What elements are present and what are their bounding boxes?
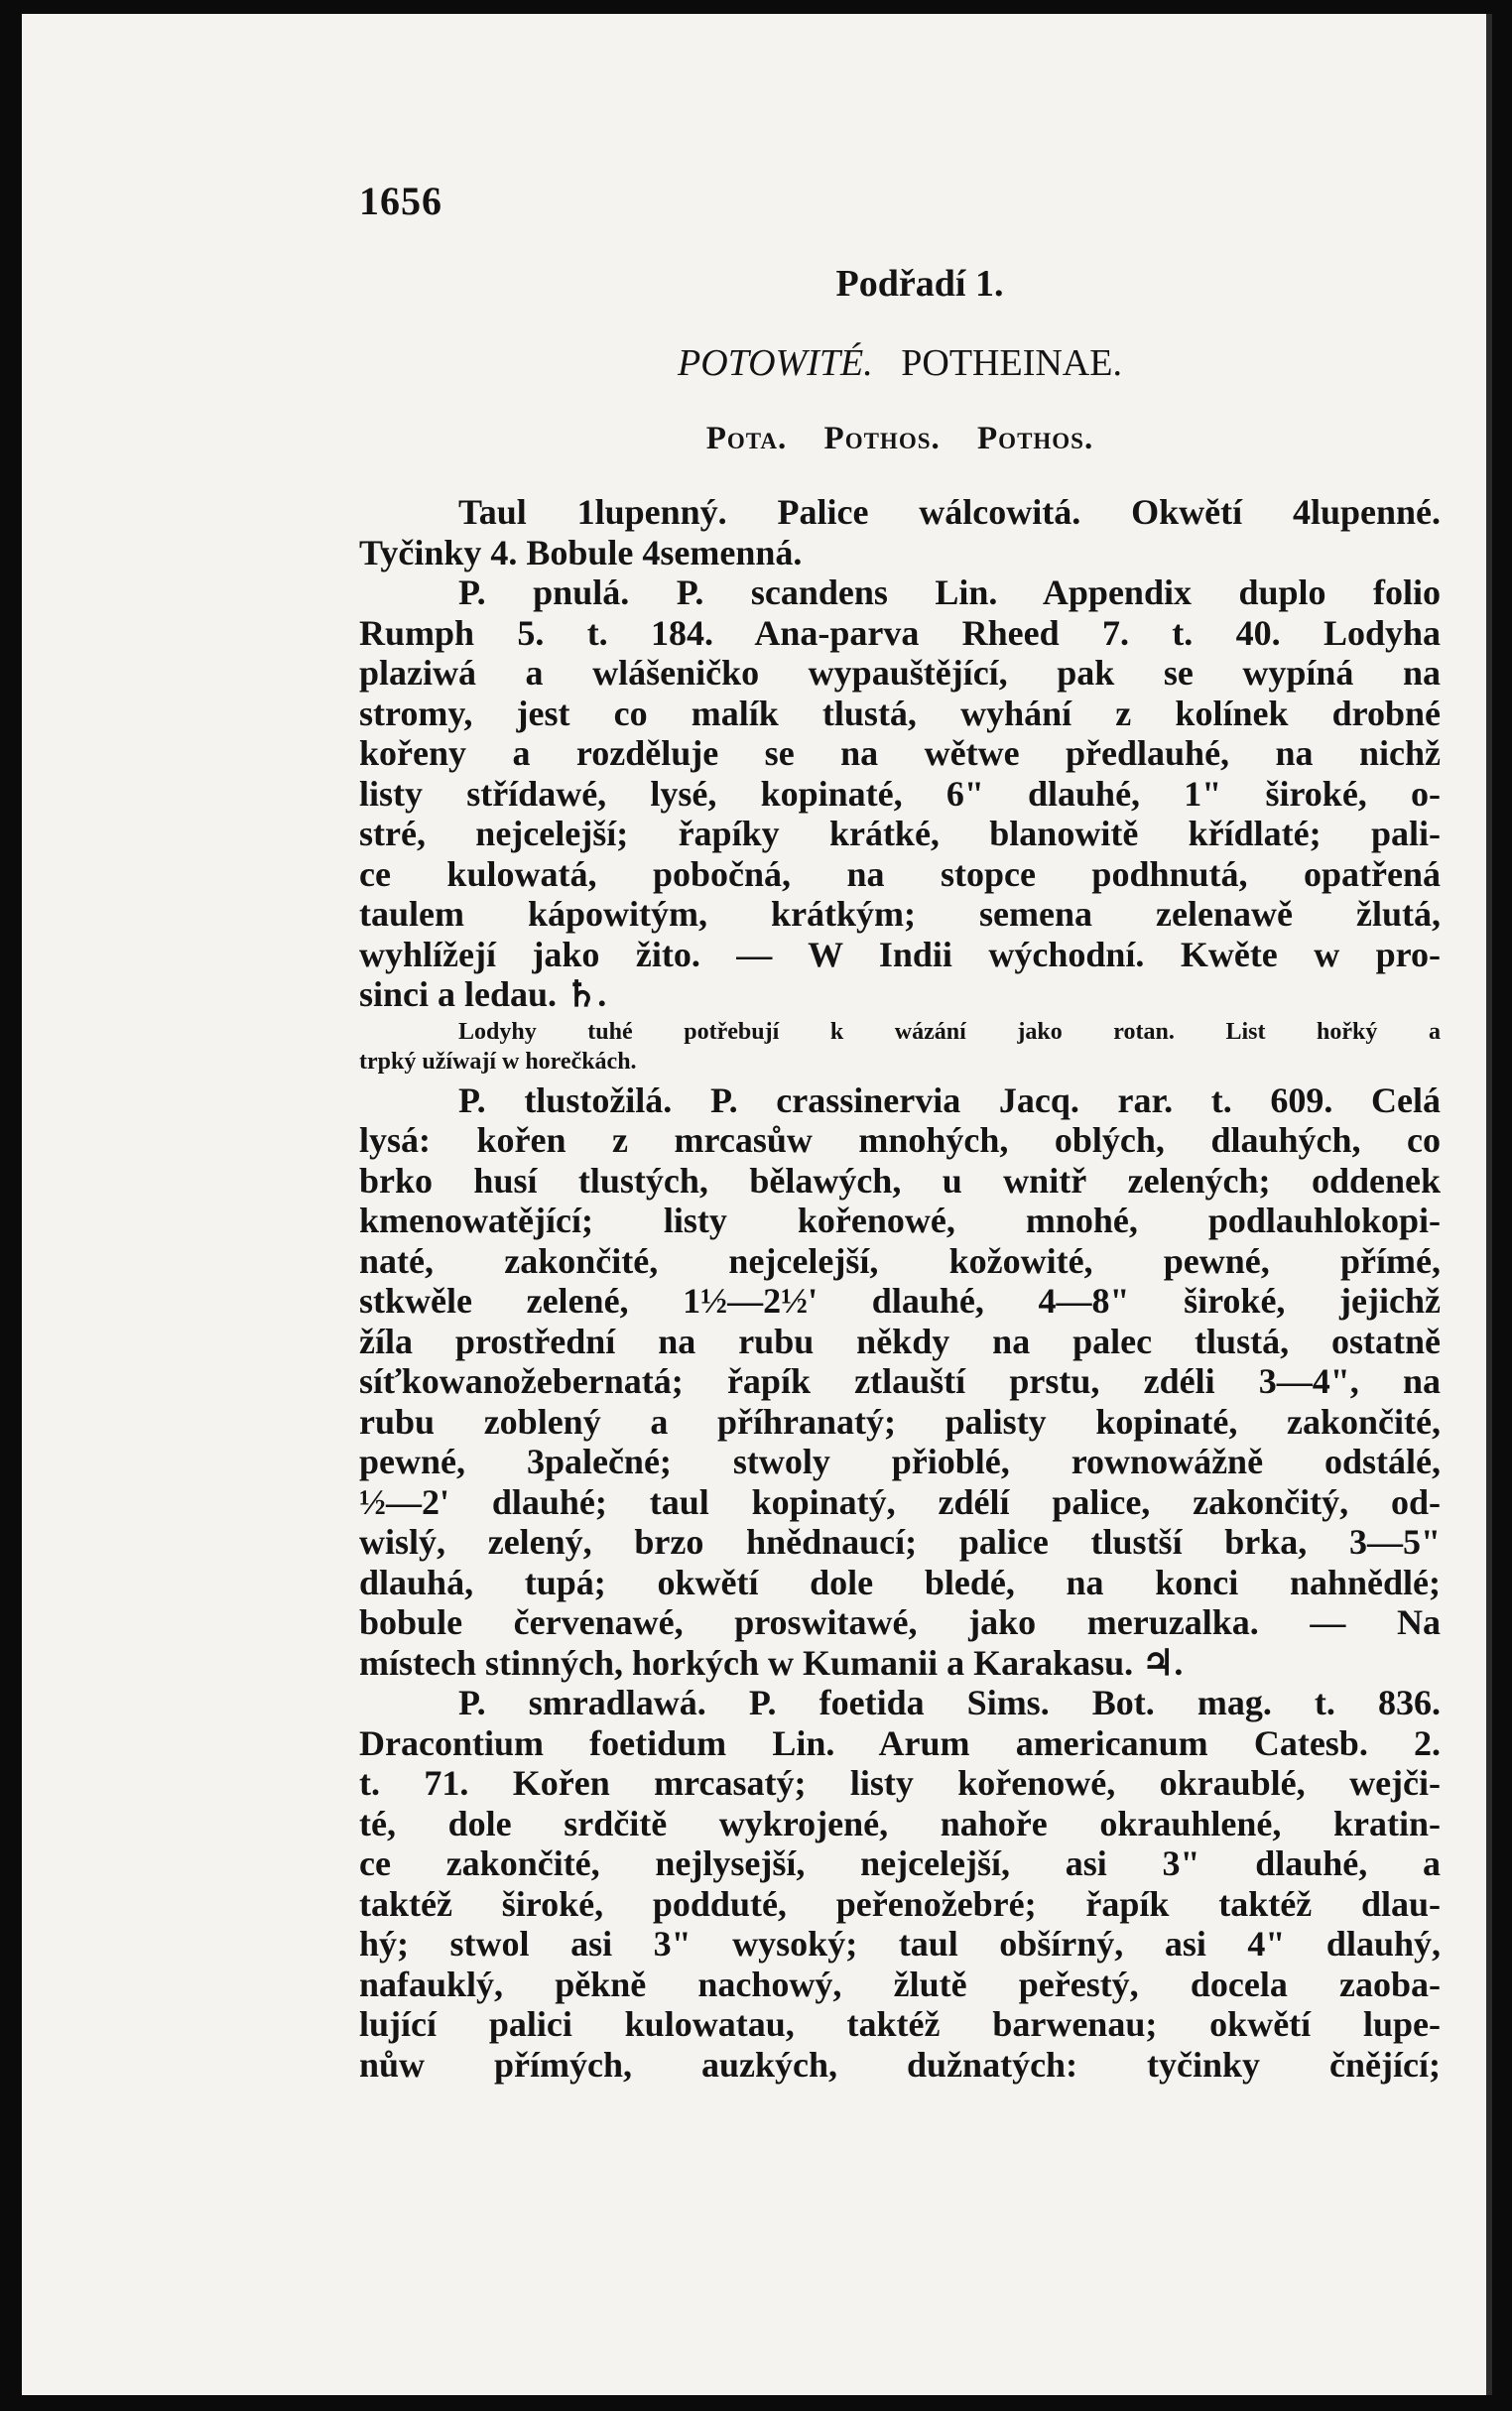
text-line: pewné, 3palečné; stwoly přioblé, rownowážně odstálé, [359,1442,1441,1481]
body-text [359,492,1441,2085]
text-line: dlauhá, tupá; okwětí dole bledé, na konci nahnědlé; [359,1562,1441,1602]
text-line: kořeny a rozděluje se na wětwe předlauhé, na nichž [359,733,1441,773]
text-line: ½—2' dlauhé; taul kopinatý, zdélí palice, zakončitý, od- [359,1481,1441,1522]
genus-description-block [359,492,1441,1015]
genus-heading [359,421,1441,457]
subsection-heading: Podřadí 1. [835,263,1004,305]
text-line: kmenowatějící; listy kořenowé, mnohé, podlauhlokopi- [359,1201,1441,1240]
text-line: lující palici kulowatau, taktéž barwenau; okwětí lupe- [359,2004,1441,2044]
text-line: P. pnulá. P. scandens Lin. Appendix duplo folio [458,572,1441,612]
text-line: síťkowanožebernatá; řapík ztlauští prstu, zdéli 3—4", na [359,1361,1441,1401]
text-line: ce kulowatá, pobočná, na stopce podhnutá, opatřená [359,853,1441,894]
text-line: P. tlustožilá. P. crassinervia Jacq. rar. t. 609. Celá [458,1079,1441,1120]
text-line: Taul 1lupenný. Palice wálcowitá. Okwětí 4lupenné. [458,492,1441,532]
family-czech-name: POTOWITÉ. [678,342,873,384]
text-line: rubu zoblený a příhranatý; palisty kopinaté, zakončité, [359,1401,1441,1442]
text-line: Rumph 5. t. 184. Ana-parva Rheed 7. t. 40. Lodyha [359,612,1441,653]
genus-name-latin: Pothos. [823,421,941,456]
genus-name-czech: Pota. [705,421,788,456]
text-line: nůw přímých, auzkých, dužnatých: tyčinky čnějící; [359,2044,1441,2085]
text-line: listy střídawé, lysé, kopinaté, 6" dlauhé, 1" široké, o- [359,773,1441,814]
family-latin-name: POTHEINAE. [901,342,1122,384]
usage-note [359,1017,1441,1077]
text-line: místech stinných, horkých w Kumanii a Karakasu. ♃. [359,1642,1184,1683]
text-line: žíla prostřední na rubu někdy na palec tlustá, ostatně [359,1321,1441,1361]
text-line: stré, nejcelejší; řapíky krátké, blanowitě křídlaté; pali- [359,814,1441,853]
text-line: t. 71. Kořen mrcasatý; listy kořenowé, okraublé, wejči- [359,1763,1441,1803]
text-line: brko husí tlustých, bělawých, u wnitř zelených; oddenek [359,1160,1441,1201]
text-line: wyhlížejí jako žito. — W Indii wýchodní. Kwěte w pro- [359,934,1441,974]
text-line: wislý, zelený, brzo hnědnaucí; palice tlustší brka, 3—5" [359,1522,1441,1562]
text-line: hý; stwol asi 3" wysoký; taul obšírný, asi 4" dlauhý, [359,1924,1441,1964]
text-line: plaziwá a wlášeničko wypauštějící, pak se wypíná na [359,653,1441,693]
text-line: té, dole srdčitě wykrojené, nahoře okrauhlené, kratin- [359,1803,1441,1843]
text-line: ce zakončité, nejlysejší, nejcelejší, asi 3" dlauhé, a [359,1843,1441,1883]
text-line: nafauklý, pěkně nachowý, žlutě peřestý, docela zaoba- [359,1964,1441,2004]
text-line: bobule červenawé, proswitawé, jako meruzalka. — Na [359,1602,1441,1642]
text-line: Dracontium foetidum Lin. Arum americanum Catesb. 2. [359,1722,1441,1763]
book-page [22,14,1492,2395]
text-line: taulem kápowitým, krátkým; semena zelenawě žlutá, [359,894,1441,934]
text-line: taktéž široké, podduté, peřenožebré; řapík taktéž dlau- [359,1883,1441,1924]
species-description-block [359,1080,1441,2086]
note-line: trpký užíwají w horečkách. [359,1048,637,1075]
text-line: stkwěle zelené, 1½—2½' dlauhé, 4—8" široké, jejichž [359,1281,1441,1321]
text-line: naté, zakončité, nejcelejší, kožowité, pewné, přímé, [359,1240,1441,1281]
text-line: stromy, jest co malík tlustá, wyhání z kolínek drobné [359,693,1441,733]
note-line: Lodyhy tuhé potřebují k wázání jako rotan. List hořký a [458,1018,1441,1045]
family-heading [359,341,1441,385]
text-line: Tyčinky 4. Bobule 4semenná. [359,532,803,572]
text-line: lysá: kořen z mrcasůw mnohých, oblých, dlauhých, co [359,1120,1441,1160]
text-line: sinci a ledau. ♄. [359,974,607,1014]
page-number: 1656 [359,179,442,223]
genus-name-synonym: Pothos. [977,421,1094,456]
text-line: P. smradlawá. P. foetida Sims. Bot. mag. t. 836. [458,1683,1441,1722]
